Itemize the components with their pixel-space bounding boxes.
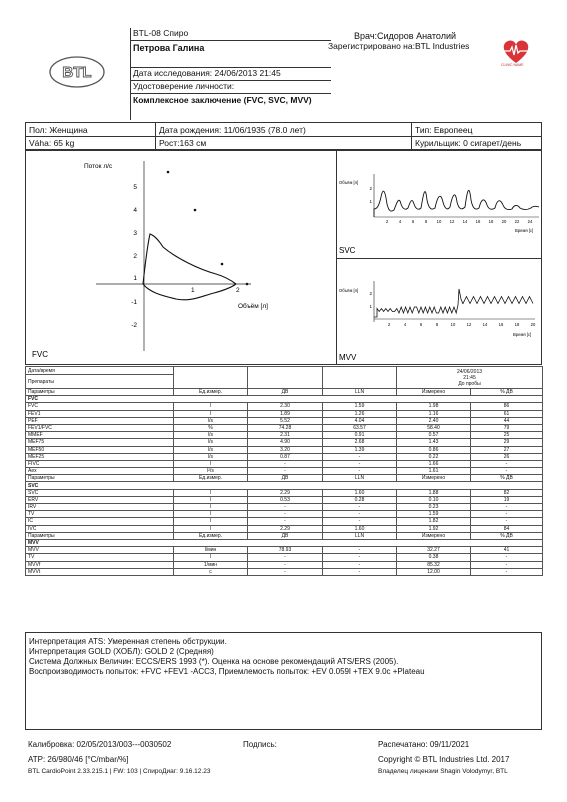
column-header: ДВ — [248, 532, 323, 539]
patient-info-block — [25, 122, 542, 150]
table-cell: 2.31 — [248, 432, 323, 439]
patient-height: Рост:163 см — [159, 138, 207, 148]
table-cell: - — [471, 554, 543, 561]
column-header-row — [26, 389, 543, 396]
table-cell: PEF — [26, 417, 174, 424]
column-header: Измерено — [397, 475, 471, 482]
svc-xtick: 2 — [385, 219, 389, 224]
table-cell: - — [471, 504, 543, 511]
mvv-xtick: 10 — [450, 322, 456, 327]
results-table — [25, 366, 543, 576]
table-cell: - — [323, 504, 397, 511]
logo-text: BTL — [62, 64, 92, 81]
table-cell: 1/мин — [174, 561, 248, 568]
svc-ytick: 2 — [369, 186, 372, 191]
svc-xtick: 8 — [424, 219, 428, 224]
table-cell: - — [471, 460, 543, 467]
pre-test-header — [397, 367, 543, 389]
table-cell: 32.27 — [397, 547, 471, 554]
table-cell: l — [174, 403, 248, 410]
table-cell: 4.04 — [323, 417, 397, 424]
table-cell: 2.29 — [248, 489, 323, 496]
table-cell: FEV1 — [26, 410, 174, 417]
table-cell: 1.43 — [397, 439, 471, 446]
pre-date: 24/06/2013 — [456, 368, 483, 375]
table-cell: MEF25 — [26, 453, 174, 460]
table-cell: - — [323, 554, 397, 561]
atp-conditions: ATP: 26/980/46 [°C/mbar/%] — [28, 755, 129, 764]
table-cell: 0.28 — [323, 496, 397, 503]
column-header: Ед.измер. — [174, 532, 248, 539]
table-cell: ERV — [26, 496, 174, 503]
table-cell: - — [471, 518, 543, 525]
mvv-xtick: 20 — [530, 322, 536, 327]
table-cell: MEF75 — [26, 439, 174, 446]
fvc-xtick: 1 — [191, 287, 195, 294]
mvv-xtick: 14 — [482, 322, 488, 327]
section-row — [26, 539, 543, 546]
table-cell: TV — [26, 511, 174, 518]
svc-xtick: 4 — [398, 219, 402, 224]
table-cell: 25 — [471, 432, 543, 439]
interpretation-block — [25, 632, 542, 730]
table-cell: - — [323, 561, 397, 568]
svc-xtick: 18 — [488, 219, 494, 224]
column-header: LLN — [323, 532, 397, 539]
fvc-ytick: 2 — [133, 253, 137, 260]
clinic-logo — [498, 36, 534, 68]
reproducibility: Воспроизводимость попыток: +FVC +FEV1 -ACC3, Приемлемость попыток: +EV 0.059l +TEX 9.0с +Plateau — [29, 667, 425, 676]
table-cell: - — [471, 561, 543, 568]
table-cell: l/s — [174, 439, 248, 446]
table-cell: 78.93 — [248, 547, 323, 554]
table-cell: MVVt — [26, 568, 174, 575]
table-cell: - — [248, 511, 323, 518]
table-cell: 0.23 — [397, 504, 471, 511]
mvv-xtick: 6 — [419, 322, 423, 327]
svc-x-label: Время [с] — [515, 228, 534, 233]
fvc-ytick: -2 — [131, 322, 137, 329]
section-name: FVC — [26, 396, 543, 403]
table-cell: 79 — [471, 424, 543, 431]
table-cell: l — [174, 518, 248, 525]
table-cell: 26 — [471, 453, 543, 460]
table-cell: 1.60 — [323, 525, 397, 532]
fvc-chart — [26, 151, 334, 364]
fvc-ytick: 1 — [133, 275, 137, 282]
table-cell: - — [248, 554, 323, 561]
mvv-ytick: 2 — [369, 291, 372, 296]
id-label: Удостоверение личности: — [131, 81, 331, 94]
svc-xtick: 14 — [462, 219, 468, 224]
column-header: Ед.измер. — [174, 389, 248, 396]
table-cell: 2.68 — [323, 439, 397, 446]
table-cell: 1.39 — [323, 446, 397, 453]
calibration: Калибровка: 02/05/2013/003---0030502 — [28, 740, 172, 749]
table-row — [26, 504, 543, 511]
patient-gender: Пол: Женщина — [29, 125, 88, 135]
column-header: % ДВ — [471, 389, 543, 396]
fvc-ytick: 3 — [133, 230, 137, 237]
table-cell: 19 — [471, 496, 543, 503]
table-cell: 3.20 — [248, 446, 323, 453]
table-cell: 0.22 — [397, 453, 471, 460]
empty-cell — [248, 367, 323, 389]
table-cell: - — [248, 460, 323, 467]
license-owner: Владелец лицензии Shagin Volodymyr, BTL — [378, 768, 508, 775]
table-cell: MVVf — [26, 561, 174, 568]
drugs-label: Препараты — [26, 375, 174, 389]
column-header: LLN — [323, 475, 397, 482]
column-header: ДВ — [248, 389, 323, 396]
table-cell: Aex — [26, 468, 174, 475]
table-cell: - — [323, 468, 397, 475]
fvc-xtick: 2 — [236, 287, 240, 294]
doctor-name: Врач:Сидоров Анатолий — [354, 31, 456, 41]
table-cell: 84 — [471, 525, 543, 532]
table-cell: 58.40 — [397, 424, 471, 431]
section-name: SVC — [26, 482, 543, 489]
table-cell: 44 — [471, 417, 543, 424]
mvv-xtick: 12 — [466, 322, 472, 327]
column-header: LLN — [323, 389, 397, 396]
fvc-ytick: -1 — [131, 299, 137, 306]
copyright: Copyright © BTL Industries Ltd. 2017 — [378, 755, 510, 764]
column-header-row — [26, 475, 543, 482]
table-cell: 1.60 — [323, 489, 397, 496]
table-row — [26, 489, 543, 496]
fvc-ytick: 4 — [133, 207, 137, 214]
table-cell: l — [174, 504, 248, 511]
empty-cell — [323, 367, 397, 389]
table-row — [26, 511, 543, 518]
svc-y-label: Объём [л] — [339, 180, 359, 185]
table-row — [26, 561, 543, 568]
table-cell: 85.32 — [397, 561, 471, 568]
column-header: Измерено — [397, 532, 471, 539]
table-row — [26, 417, 543, 424]
table-row — [26, 410, 543, 417]
table-cell: 0.87 — [248, 453, 323, 460]
mvv-xtick: 18 — [514, 322, 520, 327]
table-cell: 1.16 — [397, 410, 471, 417]
table-cell: IVC — [26, 525, 174, 532]
table-row — [26, 453, 543, 460]
pre-time: 21:45 — [463, 374, 476, 381]
svc-xtick: 6 — [411, 219, 415, 224]
column-header: % ДВ — [471, 475, 543, 482]
table-row — [26, 460, 543, 467]
table-cell: - — [471, 511, 543, 518]
table-cell: - — [248, 561, 323, 568]
table-cell: - — [323, 511, 397, 518]
signature-label: Подпись: — [243, 740, 277, 749]
section-row — [26, 482, 543, 489]
table-row — [26, 518, 543, 525]
empty-cell — [174, 367, 248, 389]
table-cell: 29 — [471, 439, 543, 446]
table-cell: TV — [26, 554, 174, 561]
mvv-xtick: 16 — [498, 322, 504, 327]
svc-xtick: 16 — [475, 219, 481, 224]
table-cell: 27 — [471, 446, 543, 453]
column-header: Параметры — [26, 389, 174, 396]
table-cell: 0.38 — [397, 554, 471, 561]
printed-date: Распечатано: 09/11/2021 — [378, 740, 470, 749]
table-row — [26, 547, 543, 554]
predicted-system: Система Должных Величин: ECCS/ERS 1993 (*). Оценка на основе рекомендаций ATS/ERS (2005). — [29, 657, 399, 666]
table-cell: - — [471, 468, 543, 475]
column-header: Параметры — [26, 532, 174, 539]
table-cell: IRV — [26, 504, 174, 511]
table-cell: l — [174, 410, 248, 417]
table-cell: 1.26 — [323, 410, 397, 417]
table-cell: 0.10 — [397, 496, 471, 503]
device-name: BTL-08 Спиро — [131, 28, 331, 41]
table-cell: 2.29 — [248, 525, 323, 532]
table-cell: l — [174, 511, 248, 518]
table-row — [26, 468, 543, 475]
interpretation-gold: Интерпретация GOLD (ХОБЛ): GOLD 2 (Средняя) — [29, 647, 214, 656]
mvv-xtick: 8 — [435, 322, 439, 327]
table-row — [26, 424, 543, 431]
table-cell: FIVC — [26, 460, 174, 467]
table-cell: 1.88 — [397, 489, 471, 496]
table-cell: 0.91 — [323, 432, 397, 439]
table-cell: l — [174, 554, 248, 561]
table-cell: 1.89 — [248, 410, 323, 417]
fvc-y-label: Поток л/с — [84, 163, 113, 170]
table-cell: - — [248, 468, 323, 475]
mvv-y-label: Объём [л] — [339, 288, 359, 293]
table-cell: - — [248, 504, 323, 511]
table-cell: 1.59 — [397, 511, 471, 518]
table-cell: - — [471, 568, 543, 575]
table-cell: FVC — [26, 403, 174, 410]
table-cell: - — [323, 547, 397, 554]
fvc-ytick: 5 — [133, 184, 137, 191]
table-cell: 4.90 — [248, 439, 323, 446]
table-cell: 86 — [471, 403, 543, 410]
table-cell: 12.00 — [397, 568, 471, 575]
table-cell: l/s — [174, 446, 248, 453]
table-cell: l — [174, 489, 248, 496]
table-cell: FEV1/FVC — [26, 424, 174, 431]
table-row — [26, 496, 543, 503]
table-cell: 1.66 — [397, 460, 471, 467]
table-row — [26, 568, 543, 575]
svc-chart — [337, 152, 541, 257]
table-cell: l — [174, 525, 248, 532]
patient-smoker: Курильщик: 0 сигарет/день — [415, 138, 522, 148]
exam-date: Дата исследования: 24/06/2013 21:45 — [131, 68, 331, 81]
mvv-xtick: 2 — [387, 322, 391, 327]
table-cell: - — [323, 568, 397, 575]
table-cell: 74.28 — [248, 424, 323, 431]
table-cell: - — [323, 453, 397, 460]
btl-logo — [48, 54, 106, 90]
clinic-logo-caption: CLINIC NAME — [501, 63, 524, 67]
table-cell: l²/s — [174, 468, 248, 475]
table-cell: 1.98 — [397, 403, 471, 410]
table-cell: 0.53 — [248, 496, 323, 503]
column-header: Ед.измер. — [174, 475, 248, 482]
column-header: Параметры — [26, 475, 174, 482]
table-cell: - — [248, 568, 323, 575]
patient-type: Тип: Европеец — [415, 125, 473, 135]
table-cell: с — [174, 568, 248, 575]
datetime-label: Дата/время — [26, 367, 174, 375]
table-cell: 1.92 — [397, 525, 471, 532]
table-cell: % — [174, 424, 248, 431]
section-row — [26, 396, 543, 403]
table-cell: MMEF — [26, 432, 174, 439]
registered-to: Зарегистрировано на:BTL Industries — [328, 41, 470, 51]
mvv-xtick: 4 — [403, 322, 407, 327]
table-cell: 1.82 — [397, 518, 471, 525]
software-version: BTL CardioPoint 2.33.215.1 | FW: 103 | СпироДиаг: 9.16.12.23 — [28, 768, 211, 775]
table-cell: l/s — [174, 417, 248, 424]
table-cell: l/мин — [174, 547, 248, 554]
table-cell: 82 — [471, 489, 543, 496]
fvc-chart-label: FVC — [32, 350, 48, 359]
patient-dob: Дата рождения: 11/06/1935 (78.0 лет) — [159, 125, 306, 135]
patient-weight: Váha: 65 kg — [29, 138, 75, 148]
table-cell: SVC — [26, 489, 174, 496]
table-cell: 2.30 — [248, 403, 323, 410]
column-header: ДВ — [248, 475, 323, 482]
column-header: % ДВ — [471, 532, 543, 539]
svc-ytick: 1 — [369, 199, 372, 204]
svc-xtick: 22 — [514, 219, 520, 224]
table-cell: 61 — [471, 410, 543, 417]
table-cell: l — [174, 496, 248, 503]
svc-xtick: 12 — [449, 219, 455, 224]
table-cell: - — [323, 460, 397, 467]
patient-name: Петрова Галина — [131, 41, 331, 68]
table-cell: 63.57 — [323, 424, 397, 431]
fvc-x-label: Объём [л] — [238, 303, 268, 310]
mvv-chart-label: MVV — [339, 353, 357, 362]
table-cell: 0.86 — [397, 446, 471, 453]
column-header-row — [26, 532, 543, 539]
table-cell: 0.57 — [397, 432, 471, 439]
header-info-block — [130, 28, 330, 120]
table-cell: 1.61 — [397, 468, 471, 475]
table-row — [26, 446, 543, 453]
table-row — [26, 439, 543, 446]
datetime-row — [26, 367, 543, 375]
table-cell: 5.52 — [248, 417, 323, 424]
column-header: Измерено — [397, 389, 471, 396]
table-cell: 1.59 — [323, 403, 397, 410]
conclusion-title: Комплексное заключение (FVC, SVC, MVV) — [133, 95, 312, 105]
mvv-ytick: 1 — [369, 304, 372, 309]
table-cell: l/s — [174, 453, 248, 460]
table-cell: l/s — [174, 432, 248, 439]
svc-xtick: 24 — [527, 219, 533, 224]
table-cell: MEF50 — [26, 446, 174, 453]
table-row — [26, 554, 543, 561]
pre-label: До пробы — [458, 380, 481, 387]
table-row — [26, 403, 543, 410]
svc-xtick: 20 — [501, 219, 507, 224]
mvv-x-label: Время [с] — [513, 332, 532, 337]
table-cell: - — [248, 518, 323, 525]
svc-xtick: 10 — [436, 219, 442, 224]
interpretation-ats: Интерпретация ATS: Умеренная степень обструкции. — [29, 637, 227, 646]
table-cell: - — [323, 518, 397, 525]
table-cell: MVV — [26, 547, 174, 554]
table-cell: IC — [26, 518, 174, 525]
section-name: MVV — [26, 539, 543, 546]
table-row — [26, 432, 543, 439]
table-row — [26, 525, 543, 532]
mvv-chart — [337, 259, 541, 364]
svc-chart-label: SVC — [339, 246, 356, 255]
table-cell: 2.40 — [397, 417, 471, 424]
table-cell: l — [174, 460, 248, 467]
table-cell: 41 — [471, 547, 543, 554]
